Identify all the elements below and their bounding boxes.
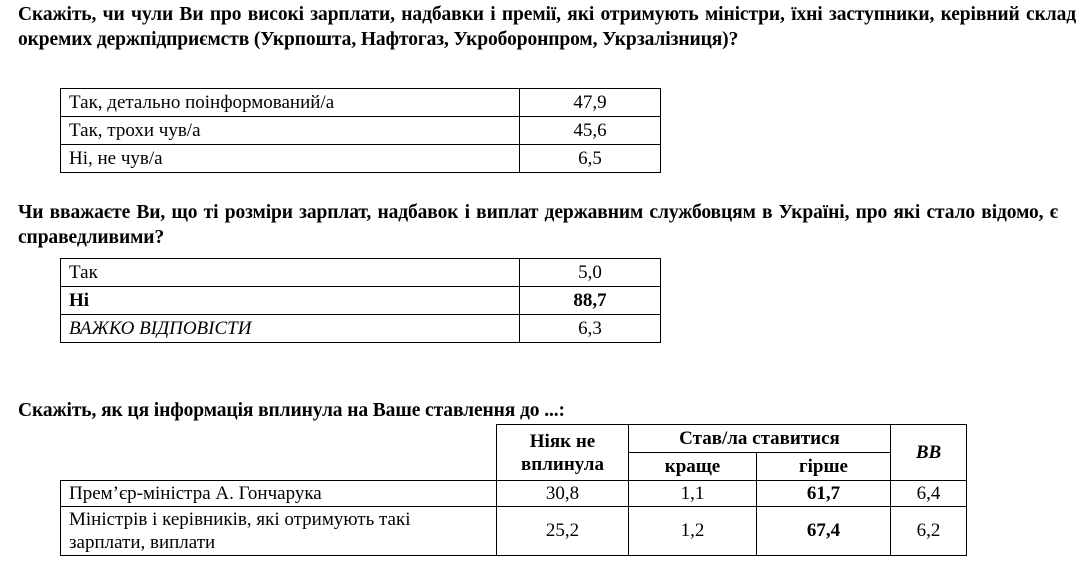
answer-value: 6,5 [520,145,661,173]
header-worse: гірше [757,453,891,481]
answer-label: Ні [61,287,520,315]
answer-value: 88,7 [520,287,661,315]
answer-value: 6,3 [520,315,661,343]
row-label: Міністрів і керівників, які отримують такі зарплати, виплати [61,507,497,556]
cell-better: 1,2 [629,507,757,556]
question-2-text: Чи вважаєте Ви, що ті розміри зарплат, надбавок і виплат державним службовцям в Україні, про які стало відомо, є справедливими? [18,202,1058,248]
table-fairness [60,258,661,343]
cell-vv: 6,4 [891,481,967,507]
table-row [61,315,661,343]
header-no-change: Ніяк не вплинула [497,425,629,481]
table-row [61,481,967,507]
table-row [61,117,661,145]
answer-value: 45,6 [520,117,661,145]
answer-value: 5,0 [520,259,661,287]
table-attitude-change [60,424,967,556]
header-vv: ВВ [891,425,967,481]
cell-better: 1,1 [629,481,757,507]
answer-label: Так, детально поінформований/а [61,89,520,117]
question-1-text: Скажіть, чи чули Ви про високі зарплати, надбавки і премії, які отримують міністри, їхні заступники, керівний склад окремих держпідприємств (Укрпошта, Нафтогаз, Укроборонпром, Укрзалізниця)? [18,4,1076,50]
table-row [61,287,661,315]
cell-worse: 67,4 [757,507,891,556]
table-row [61,89,661,117]
cell-worse: 61,7 [757,481,891,507]
answer-label: Ні, не чув/а [61,145,520,173]
answer-label: Так, трохи чув/а [61,117,520,145]
table-header-row [61,425,967,453]
row-label: Прем’єр-міністра А. Гончарука [61,481,497,507]
cell-vv: 6,2 [891,507,967,556]
answer-label: Так [61,259,520,287]
header-group-attitude: Став/ла ставитися [629,425,891,453]
cell-no-change: 30,8 [497,481,629,507]
answer-value: 47,9 [520,89,661,117]
table-row [61,259,661,287]
question-3-text: Скажіть, як ця інформація вплинула на Ваше ставлення до ...: [18,400,565,421]
table-row [61,507,967,556]
table-row [61,145,661,173]
answer-label: ВАЖКО ВІДПОВІСТИ [61,315,520,343]
table-awareness [60,88,661,173]
header-better: краще [629,453,757,481]
cell-no-change: 25,2 [497,507,629,556]
header-corner-blank [61,425,497,481]
